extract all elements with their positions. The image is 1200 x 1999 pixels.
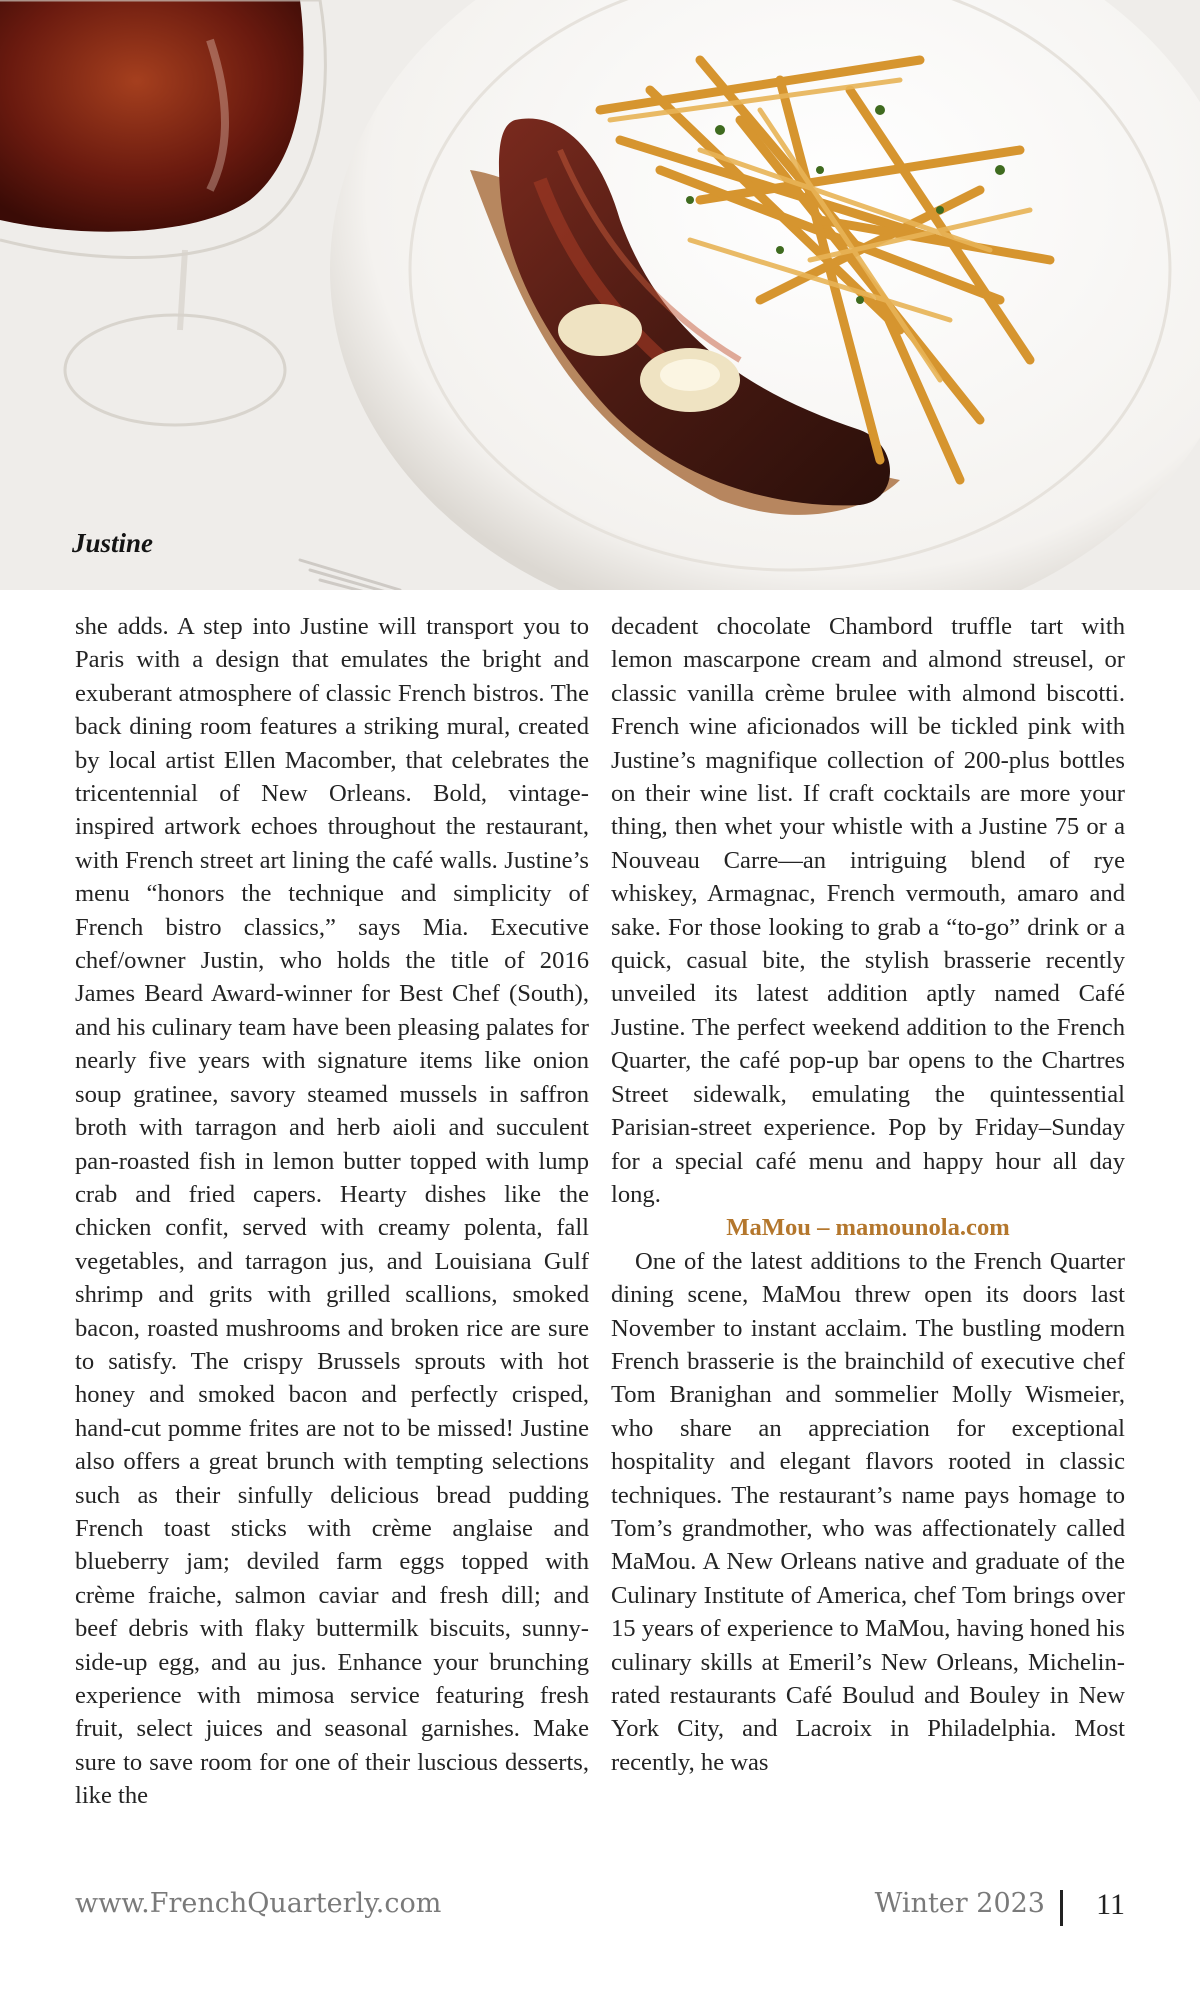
article-column-left: [75, 610, 589, 1813]
footer-website: www.FrenchQuarterly.com: [75, 1888, 442, 1919]
article-paragraph: One of the latest additions to the French Quarter dining scene, MaMou threw open its doors last November to instant acclaim. The bustling modern French brasserie is the brainchild of executive chef Tom Branighan and sommelier Molly Wismeier, who share an appreciation for exceptional hospitality and elegant flavors rooted in classic techniques. The restaurant’s name pays homage to Tom’s grandmother, who was affectionately called MaMou. A New Orleans native and graduate of the Culinary Institute of America, chef Tom brings over 15 years of experience to MaMou, having honed his culinary skills at Emeril’s New Orleans, Michelin-rated restaurants Café Boulud and Bouley in New York City, and Lacroix in Philadelphia. Most recently, he was: [611, 1247, 1125, 1776]
hero-photo: [0, 0, 1200, 590]
footer-divider: [1060, 1890, 1063, 1926]
section-heading: MaMou – mamounola.com: [726, 1214, 1010, 1242]
article-column-right: [611, 610, 1125, 1779]
photo-caption: Justine: [72, 528, 154, 558]
page-footer: [75, 1888, 1125, 1928]
page-number: 11: [1096, 1888, 1125, 1921]
article-paragraph: she adds. A step into Justine will transport you to Paris with a design that emulates the bright and exuberant atmosphere of classic French bistros. The back dining room features a striking mural, created by local artist Ellen Macomber, that celebrates the tricentennial of New Orleans. Bold, vintage-inspired artwork echoes throughout the restaurant, with French street art lining the café walls. Justine’s menu “honors the technique and simplicity of French bistro classics,” says Mia. Executive chef/owner Justin, who holds the title of 2016 James Beard Award-winner for Best Chef (South), and his culinary team have been pleasing palates for nearly five years with signature items like onion soup gratinee, savory steamed mussels in saffron broth with tarragon and herb aioli and succulent pan-roasted fish in lemon butter topped with lump crab and fried capers. Hearty dishes like the chicken confit, served with creamy polenta, fall vegetables, and tarragon jus, and Louisiana Gulf shrimp and grits with grilled scallions, smoked bacon, roasted mushrooms and broken rice are sure to satisfy. The crispy Brussels sprouts with hot honey and smoked bacon and perfectly crisped, hand-cut pomme frites are not to be missed! Justine also offers a great brunch with tempting selections such as their sinfully delicious bread pudding French toast sticks with crème anglaise and blueberry jam; deviled farm eggs topped with crème fraiche, salmon caviar and fresh dill; and beef debris with flaky buttermilk biscuits, sunny-side-up egg, and au jus. Enhance your brunching experience with mimosa service featuring fresh fruit, select juices and seasonal garnishes. Make sure to save room for one of their luscious desserts, like the: [75, 613, 589, 1810]
steak-frites-icon: [0, 0, 1200, 590]
article-paragraph: decadent chocolate Chambord truffle tart with lemon mascarpone cream and almond streusel, or classic vanilla crème brulee with almond biscotti. French wine aficionados will be tickled pink with Justine’s magnifique collection of 200-plus bottles on their wine list. If craft cocktails are more your thing, then whet your whistle with a Justine 75 or a Nouveau Carre—an intriguing blend of rye whiskey, Armagnac, French vermouth, amaro and sake. For those looking to grab a “to-go” drink or a quick, casual bite, the stylish brasserie recently unveiled its latest addition aptly named Café Justine. The perfect weekend addition to the French Quarter, the café pop-up bar opens to the Chartres Street sidewalk, emulating the quintessential Parisian-street experience. Pop by Friday–Sunday for a special café menu and happy hour all day long.: [611, 613, 1125, 1208]
footer-issue: Winter 2023: [874, 1888, 1045, 1919]
